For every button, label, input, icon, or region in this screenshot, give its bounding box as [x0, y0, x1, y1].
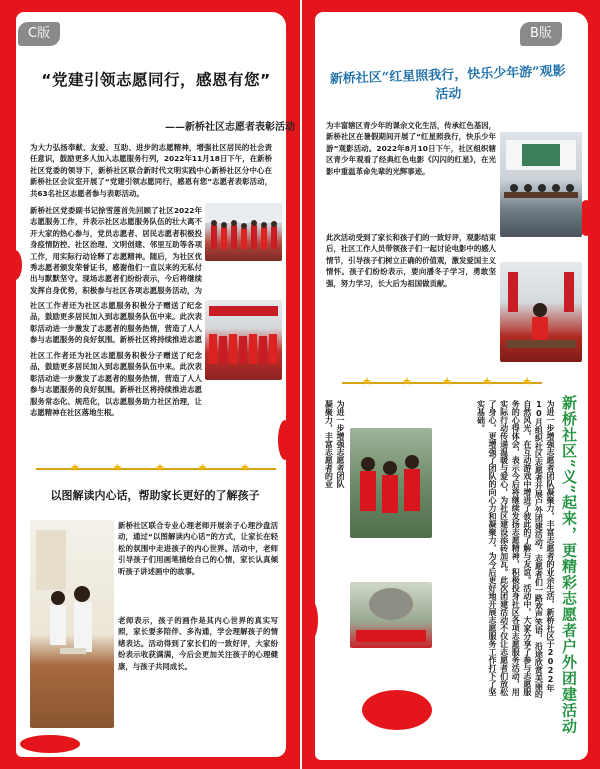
event-photo-figures: [205, 203, 282, 261]
family-activity-photo: [30, 520, 114, 728]
vertical-article-text: 为进一步增强志愿者团队凝聚力，丰富志愿者的业: [324, 400, 345, 488]
outdoor-volunteers-scene: [350, 428, 432, 538]
frame-splatter: [278, 420, 292, 460]
article-paragraph: 此次活动受到了家长和孩子们的一致好评，观影结束后，社区工作人员带领孩子们一起讨论电影中的感人情节，引导孩子们树立正确的价值观，激发爱国主义情怀。孩子们纷纷表示，要向潘冬子学习，勇敢坚强，努力学习，长大后为祖国做贡献。: [326, 233, 496, 288]
star-divider: [362, 375, 532, 388]
star-icon: ★: [402, 375, 412, 388]
family-photo-figures: [30, 520, 114, 728]
star-icon: ★: [362, 375, 372, 388]
star-icon: ★: [482, 375, 492, 388]
edition-label: C版: [18, 22, 60, 46]
frame-splatter: [304, 600, 318, 640]
article-title: 新桥社区“红星照我行，快乐少年游”观影活动: [329, 63, 566, 103]
star-icon: ★: [522, 375, 532, 388]
star-icon: ★: [442, 375, 452, 388]
article-paragraph: 社区工作者还为社区志愿服务积极分子赠送了纪念品，鼓励更多居民加入到志愿服务队伍中来。此次表彰活动进一步激发了志愿者的服务热情，营造了人人参与志愿服务的良好氛围。新桥社区将持续推进志愿服务常态化、规范化，以志愿服务助力社区治理，让志愿精神在社区落地生根。: [30, 351, 202, 418]
article-paragraph: 为大力弘扬奉献、友爱、互助、进步的志愿精神，增强社区居民的社会责任意识，鼓励更多人加入志愿服务行列，2022年11月18日下午，在新桥社区党委的领导下，新桥社区联合新时代文明实践中心新桥社区分中心在新桥社区会议室开展了“党建引领志愿同行，感恩有您”志愿者表彰活动，共63名社区志愿者参与表彰活动。: [30, 143, 272, 198]
screening-room-scene: [500, 132, 582, 237]
section-heading: 以图解读内心话，帮助家长更好的了解孩子: [50, 489, 260, 502]
outdoor-volunteers-photo: [350, 428, 432, 538]
article-subtitle: ——新桥社区志愿者表彰活动: [165, 122, 295, 133]
award-ceremony-photo: [205, 300, 282, 380]
star-icon: ★: [70, 461, 80, 474]
star-icon: ★: [240, 461, 250, 474]
edition-label: B版: [520, 22, 562, 46]
star-divider: [70, 461, 250, 474]
group-outdoor-scene: [350, 582, 432, 648]
group-outdoor-photo: [350, 582, 432, 648]
discussion-scene: [500, 262, 582, 362]
article-paragraph: 为丰富辖区青少年的课余文化生活，传承红色基因，新桥社区在暑假期间开展了“红星照我行，快乐少年游”观影活动。2022年8月10日下午，社区组织辖区青少年观看了经典红色电影《闪闪的红星》，在光影中重温革命先辈的光辉事迹。: [326, 121, 496, 176]
page-b: [302, 0, 600, 769]
article-paragraph: 老师表示，孩子的画作是其内心世界的真实写照，家长要多陪伴、多沟通，学会理解孩子的情绪表达。活动得到了家长们的一致好评，大家纷纷表示收获满满，今后会更加关注孩子的心理健康，与孩子共同成长。: [118, 616, 278, 671]
star-icon: ★: [155, 461, 165, 474]
event-group-photo: [205, 203, 282, 261]
article-paragraph: 社区工作者还为社区志愿服务积极分子赠送了纪念品，鼓励更多居民加入到志愿服务队伍中来。此次表彰活动进一步激发了志愿者的服务热情，营造了人人参与志愿服务的良好氛围。新桥社区将持续推进志愿: [30, 301, 202, 345]
award-photo-figures: [205, 300, 282, 380]
article-paragraph: 新桥社区联合专业心理老师开展亲子心理沙盘活动，通过“以图解读内心话”的方式，让家长在轻松的氛围中走进孩子的内心世界。活动中，老师引导孩子们用画笔描绘自己的心情，家长认真倾听孩子讲述画中的故事。: [118, 521, 278, 576]
article-paragraph: 新桥社区党委副书记徐雪莲首先回顾了社区2022年志愿服务工作，并表示社区志愿服务队伍的壮大离不开大家的热心参与，党员志愿者、居民志愿者积极投身疫情防控、社区治理、文明创建、邻里互助等各项工作，用实际行动诠释了志愿精神。随后，为社区优秀志愿者颁发荣誉证书，感谢他们一直以来的无私付出与默默坚守。现场志愿者们纷纷表示，今后将继续发挥自身优势，积极参与社区各项志愿服务活动，为: [30, 206, 202, 295]
star-icon: ★: [112, 461, 123, 474]
frame-splatter: [20, 735, 80, 753]
screening-room-photo: [500, 132, 582, 237]
article-title: “党建引领志愿同行，感恩有您”: [41, 71, 271, 89]
frame-splatter: [8, 250, 22, 280]
vertical-article-title: 新桥社区“义”起来，更精彩志愿者户外团建活动: [560, 395, 578, 735]
discussion-photo: [500, 262, 582, 362]
vertical-article-text: 为进一步增强志愿者团队凝聚力，丰富志愿者的业余生活，新桥社区于2022年10月组织社区志愿者开展户外团建活动。志愿者们一路欢声笑语，沿途欣赏美丽的自然风光，在互动游戏中增进了彼此的了解与友谊。活动中，大家分享了参与志愿服务的心得体会，表示今后将继续发扬志愿精神，积极投身社区各项志愿服务活动，用实际行动传递温暖与爱心，为社区建设添砖加瓦。此次团建活动不仅让志愿者们放松了身心，更增强了团队的向心力和凝聚力，为今后更好地开展志愿服务工作打下了坚实基础。: [476, 400, 555, 698]
star-icon: ★: [197, 461, 208, 474]
frame-splatter: [362, 690, 432, 730]
